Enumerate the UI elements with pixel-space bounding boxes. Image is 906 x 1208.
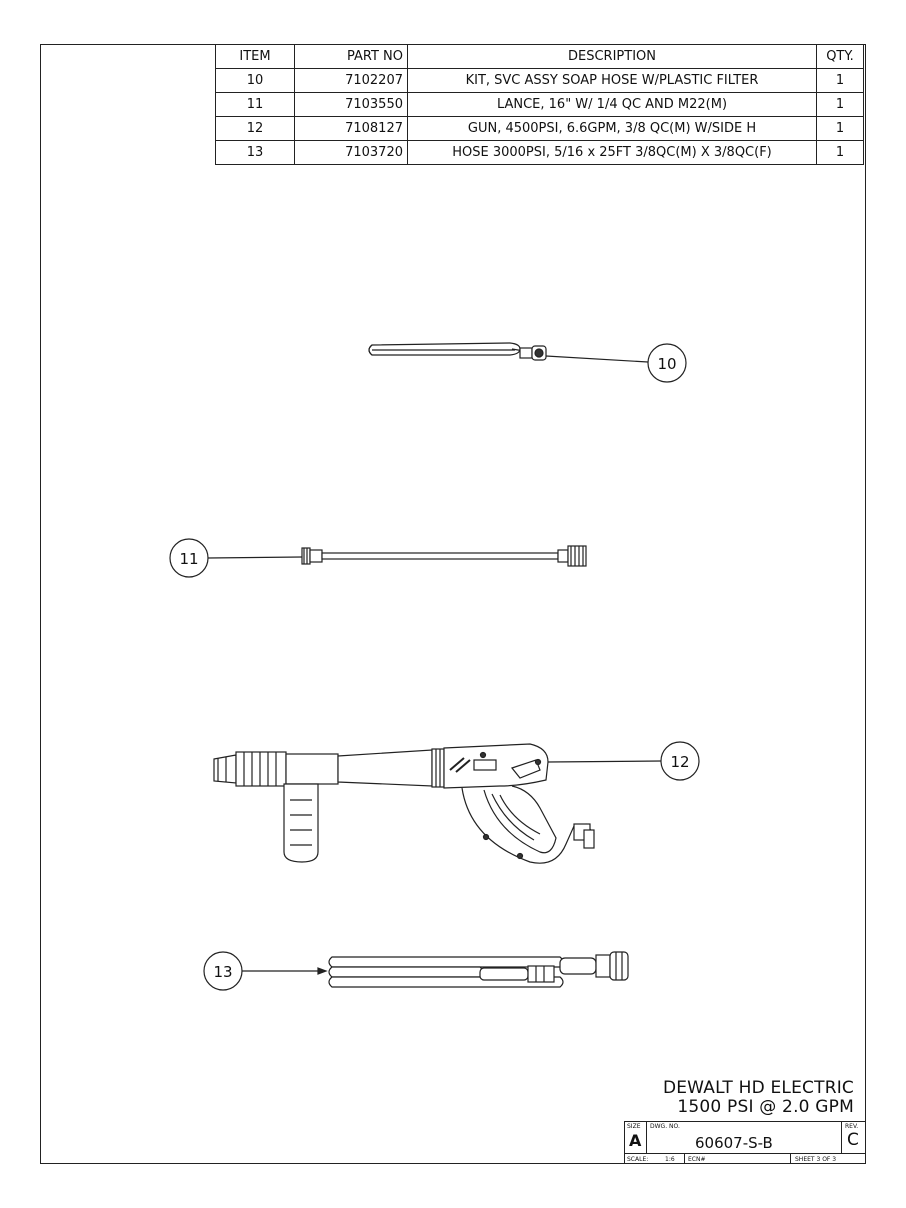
drawing-number-label: DWG. NO. [650,1123,680,1130]
size-value: A [629,1131,642,1150]
leader-arrow-13 [318,968,326,974]
drawing-number: 60607-S-B [695,1134,773,1152]
part-description: HOSE 3000PSI, 5/16 x 25FT 3/8QC(M) X 3/8QC(F) [408,141,817,165]
drawing-title-line-1: DEWALT HD ELECTRIC [662,1078,854,1098]
leader-line-10 [546,356,648,362]
lance-part [302,546,586,566]
sheet-number: SHEET 3 OF 3 [795,1156,837,1163]
part-quantity: 1 [817,93,864,117]
part-description: GUN, 4500PSI, 6.6GPM, 3/8 QC(M) W/SIDE H [408,117,817,141]
header-qty: QTY. [817,45,864,69]
drawing-title-line-2: 1500 PSI @ 2.0 GPM [677,1097,854,1117]
part-number: 7102207 [295,69,408,93]
balloon-10: 10 [657,355,677,373]
high-pressure-hose-part [329,952,628,987]
item-number: 10 [216,69,295,93]
scale-label: SCALE: [627,1156,649,1163]
part-description: KIT, SVC ASSY SOAP HOSE W/PLASTIC FILTER [408,69,817,93]
scale-value: 1:6 [665,1156,675,1163]
balloon-11: 11 [179,550,199,568]
balloon-13: 13 [213,963,233,981]
header-description: DESCRIPTION [408,45,817,69]
item-number: 13 [216,141,295,165]
part-number: 7108127 [295,117,408,141]
ecn-cell [685,1154,791,1164]
item-number: 11 [216,93,295,117]
part-quantity: 1 [817,117,864,141]
part-number: 7103550 [295,93,408,117]
part-quantity: 1 [817,141,864,165]
header-part-no: PART NO [295,45,408,69]
header-item: ITEM [216,45,295,69]
balloon-12: 12 [670,753,690,771]
part-number: 7103720 [295,141,408,165]
soap-hose-kit-part [369,343,546,360]
ecn-label: ECN# [688,1156,706,1163]
sheet-cell [791,1154,866,1164]
part-description: LANCE, 16" W/ 1/4 QC AND M22(M) [408,93,817,117]
spray-gun-part [214,744,594,863]
drawing-number-cell [647,1122,842,1154]
size-cell [625,1122,647,1154]
part-quantity: 1 [817,69,864,93]
leader-line-11 [208,557,302,558]
size-label: SIZE [627,1123,641,1130]
title-block [624,1121,866,1164]
item-number: 12 [216,117,295,141]
leader-line-12 [548,761,661,762]
scale-cell [625,1154,685,1164]
revision-cell [842,1122,866,1154]
revision-label: REV. [845,1123,859,1130]
revision-value: C [847,1130,859,1150]
